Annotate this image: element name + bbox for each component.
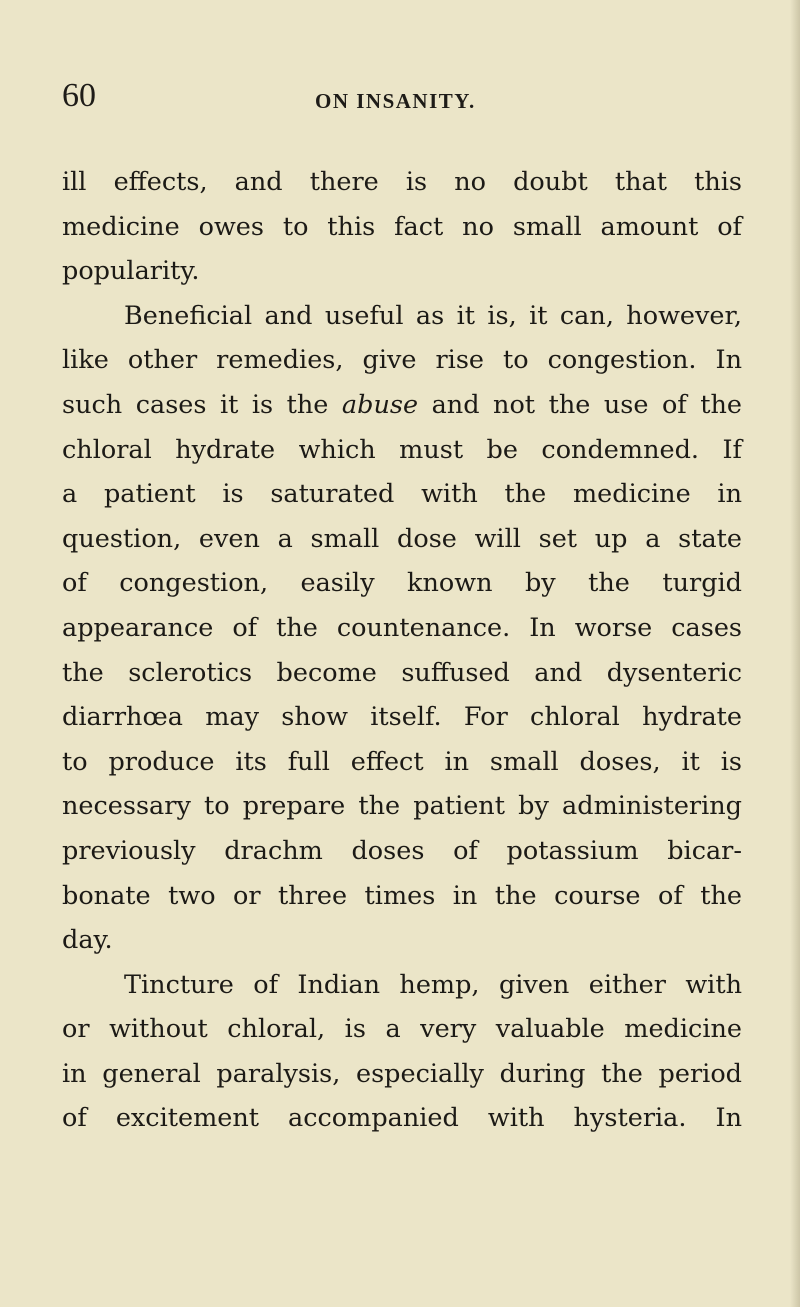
text-line: previously drachm doses of potassium bicar- <box>62 835 742 866</box>
text-line: or without chloral, is a very valuable medicine <box>62 1014 742 1045</box>
text-line: in general paralysis, especially during the period <box>62 1058 742 1089</box>
page-header <box>62 78 742 118</box>
text-segment: such cases it is the <box>62 389 329 420</box>
page-edge-shadow <box>790 0 800 1307</box>
running-head: ON INSANITY. <box>315 89 476 113</box>
text-line: of excitement accompanied with hysteria. In <box>62 1103 742 1134</box>
text-line: chloral hydrate which must be condemned. If <box>62 434 742 465</box>
paragraph-start-line: Tincture of Indian hemp, given either with <box>124 969 742 1000</box>
page-number: 60 <box>62 77 96 114</box>
text-line: a patient is saturated with the medicine in <box>62 479 742 510</box>
text-segment: and not the use of the <box>431 389 743 420</box>
text-line: ill effects, and there is no doubt that this <box>62 167 742 197</box>
text-line: the sclerotics become suffused and dysenteric <box>62 657 742 688</box>
emphasized-word: abuse <box>341 389 419 420</box>
text-line: necessary to prepare the patient by administering <box>62 791 742 822</box>
text-line: day. <box>62 925 113 956</box>
text-line: bonate two or three times in the course of the <box>62 880 742 911</box>
text-line: diarrhœa may show itself. For chloral hydrate <box>62 702 742 733</box>
text-line: appearance of the countenance. In worse cases <box>62 612 742 643</box>
text-line: popularity. <box>62 256 200 287</box>
text-line: to produce its full effect in small doses, it is <box>62 746 742 777</box>
text-line: of congestion, easily known by the turgid <box>62 568 742 599</box>
text-line: medicine owes to this fact no small amount of <box>62 211 742 242</box>
text-line: like other remedies, give rise to congestion. In <box>62 345 742 376</box>
body-text <box>62 160 742 1141</box>
text-line-with-emphasis <box>62 383 742 428</box>
paragraph-start-line: Beneficial and useful as it is, it can, however, <box>124 300 742 331</box>
text-line: question, even a small dose will set up a state <box>62 523 742 554</box>
